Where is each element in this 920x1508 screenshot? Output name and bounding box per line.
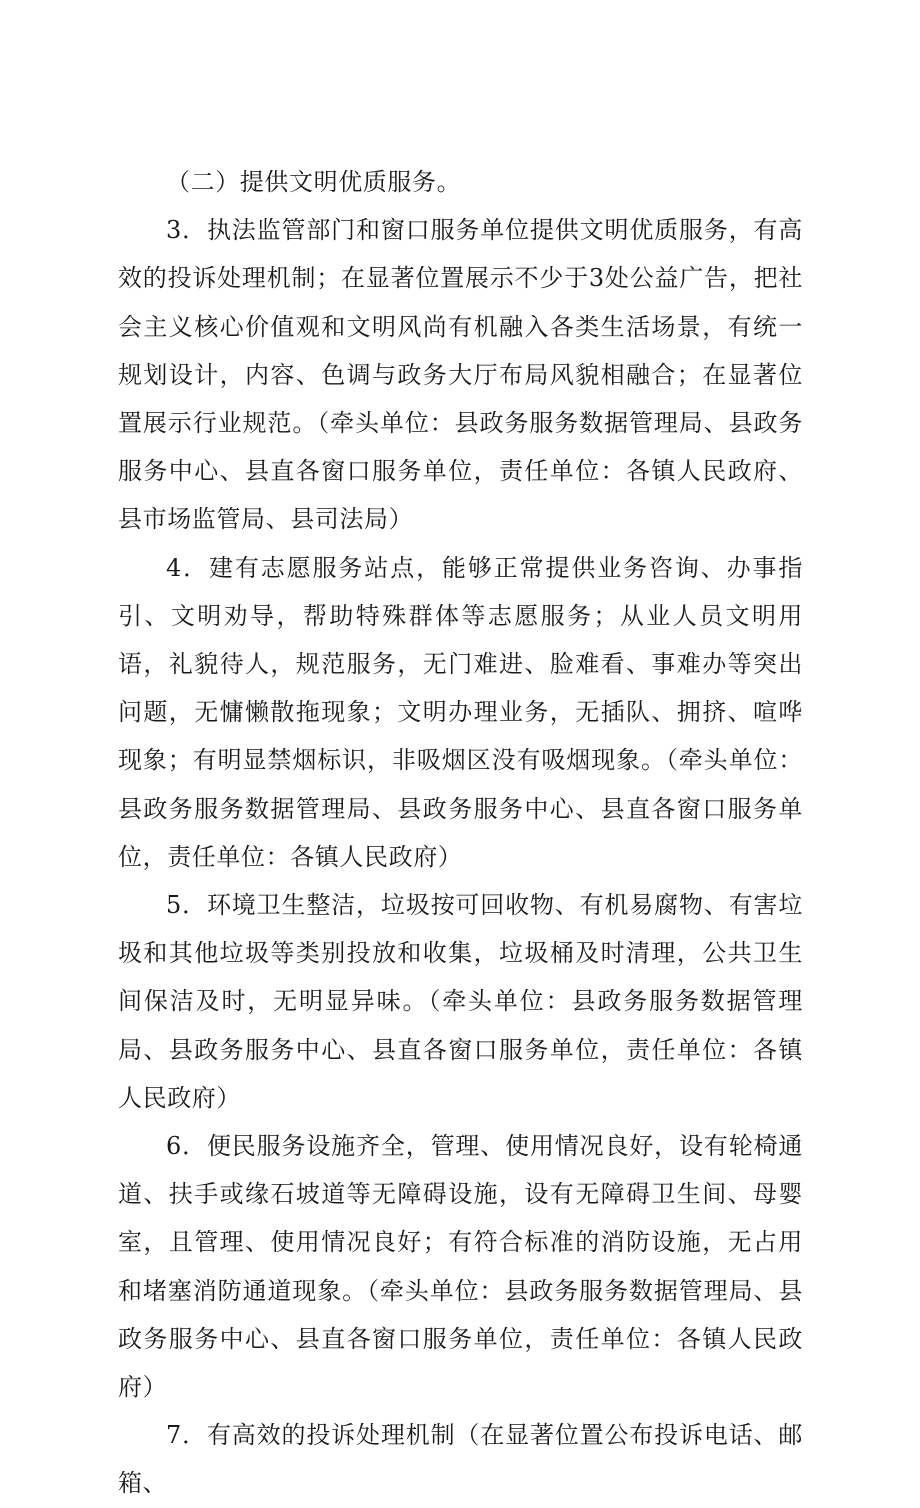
paragraph-item-7: 7．有高效的投诉处理机制（在显著位置公布投诉电话、邮箱、 bbox=[118, 1421, 803, 1498]
paragraph-item-5: 5．环境卫生整洁，垃圾按可回收物、有机易腐物、有害垃圾和其他垃圾等类别投放和收集，垃圾桶及时清理，公共卫生间保洁及时，无明显异味。（牵头单位：县政务服务数据管理局、县政务服务中心、县直各窗口服务单位，责任单位：各镇人民政府） bbox=[118, 891, 803, 1112]
section-heading: （二）提供文明优质服务。 bbox=[166, 168, 462, 196]
paragraph-item-4: 4．建有志愿服务站点，能够正常提供业务咨询、办事指引、文明劝导，帮助特殊群体等志愿服务；从业人员文明用语，礼貌待人，规范服务，无门难进、脸难看、事难办等突出问题，无慵懒散拖现象；文明办理业务，无插队、拥挤、喧哗现象；有明显禁烟标识，非吸烟区没有吸烟现象。（牵头单位：县政务服务数据管理局、县政务服务中心、县直各窗口服务单位，责任单位：各镇人民政府） bbox=[118, 553, 803, 871]
paragraph-item-6: 6．便民服务设施齐全，管理、使用情况良好，设有轮椅通道、扶手或缘石坡道等无障碍设施，设有无障碍卫生间、母婴室，且管理、使用情况良好；有符合标准的消防设施，无占用和堵塞消防通道现象。（牵头单位：县政务服务数据管理局、县政务服务中心、县直各窗口服务单位，责任单位：各镇人民政府） bbox=[118, 1132, 803, 1402]
paragraph-item-3: 3．执法监管部门和窗口服务单位提供文明优质服务，有高效的投诉处理机制；在显著位置展示不少于3处公益广告，把社会主义核心价值观和文明风尚有机融入各类生活场景，有统一规划设计，内容、色调与政务大厅布局风貌相融合；在显著位置展示行业规范。（牵头单位：县政务服务数据管理局、县政务服务中心、县直各窗口服务单位，责任单位：各镇人民政府、县市场监管局、县司法局） bbox=[118, 216, 803, 534]
document-body bbox=[118, 158, 803, 1508]
